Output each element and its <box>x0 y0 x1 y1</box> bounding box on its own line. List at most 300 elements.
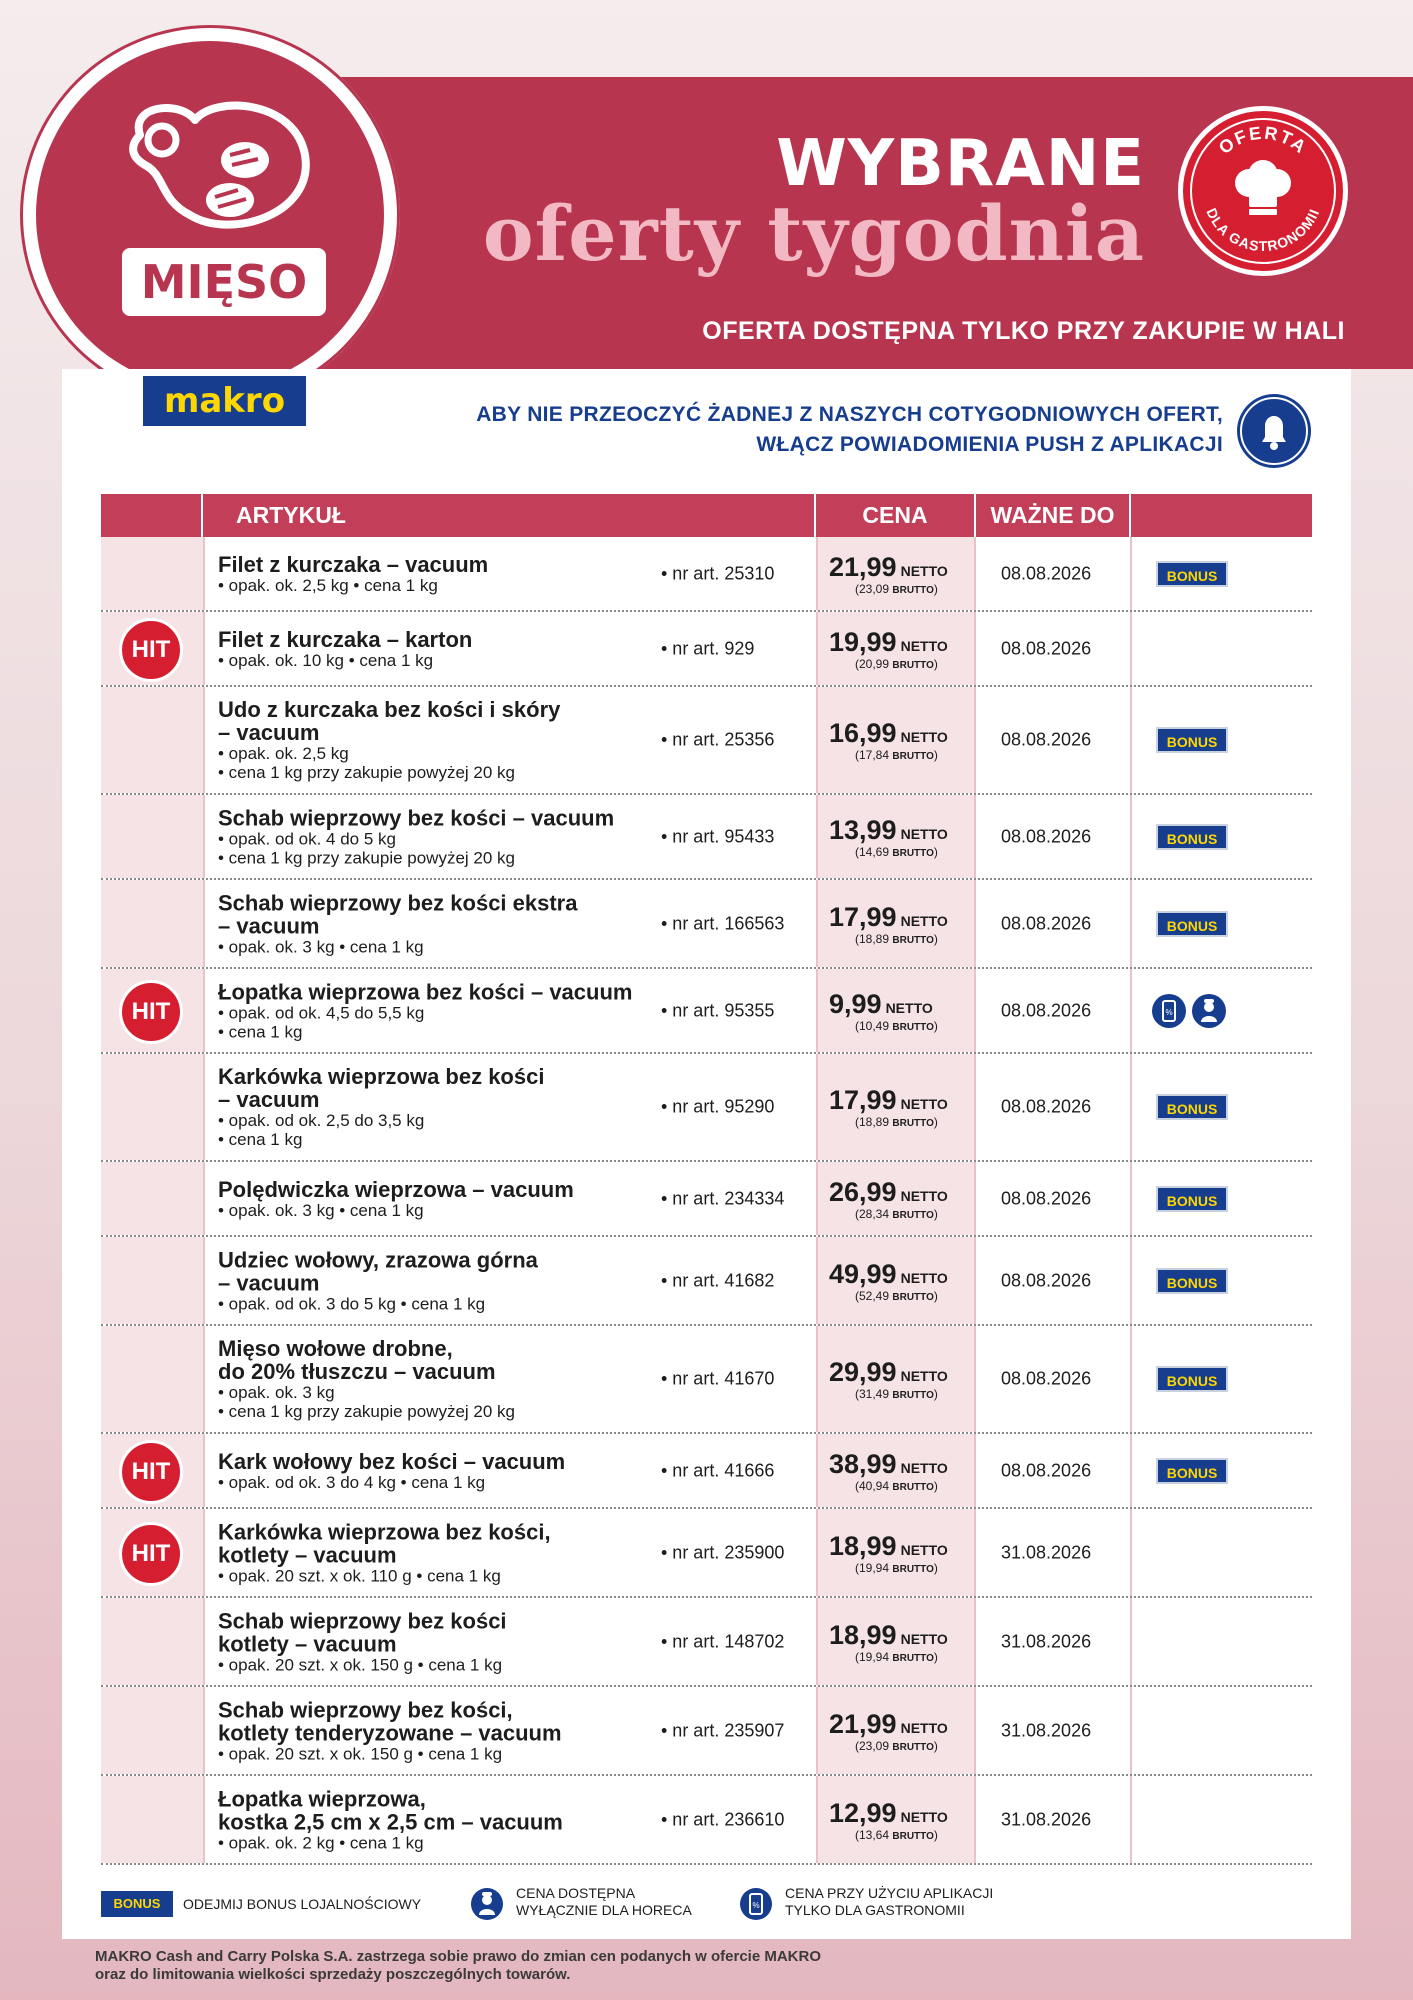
gross-price: (13,64 <box>855 1827 890 1842</box>
product-name: Karkówka wieprzowa bez kości <box>218 1064 545 1089</box>
hit-cell <box>101 1054 203 1160</box>
product-description: • opak. ok. 3 kg <box>218 1383 335 1402</box>
product-name: Polędwiczka wieprzowa – vacuum <box>218 1176 574 1202</box>
price-block <box>829 1259 969 1303</box>
column-divider <box>1130 612 1132 685</box>
gross-close-paren: ) <box>933 844 938 859</box>
gross-close-paren: ) <box>933 1649 938 1664</box>
net-price: 13,99 <box>829 814 897 845</box>
brutto-label: BRUTTO <box>892 1291 934 1303</box>
net-price: 29,99 <box>829 1357 897 1387</box>
bonus-badge: BONUS <box>1156 1094 1228 1120</box>
product-name: Schab wieprzowy bez kości <box>218 1608 507 1633</box>
product-info <box>218 1698 648 1763</box>
product-name: kotlety – vacuum <box>218 1542 397 1567</box>
column-divider <box>974 795 976 878</box>
gross-price: (23,09 <box>855 581 890 596</box>
valid-until: 08.08.2026 <box>1001 1270 1092 1290</box>
net-price: 12,99 <box>829 1797 897 1828</box>
product-description: • opak. od ok. 2,5 do 3,5 kg <box>218 1111 425 1130</box>
netto-label: NETTO <box>900 912 948 929</box>
column-divider <box>1130 1598 1132 1685</box>
net-price: 9,99 <box>829 988 882 1019</box>
table-row <box>101 969 1312 1054</box>
table-body <box>101 537 1312 1865</box>
hit-cell <box>101 1776 203 1863</box>
product-name: kotlety tenderyzowane – vacuum <box>218 1720 562 1745</box>
net-price: 18,99 <box>829 1619 897 1650</box>
gross-price: (19,94 <box>855 1649 890 1664</box>
column-divider <box>816 969 818 1052</box>
product-description: • opak. 20 szt. x ok. 110 g • cena 1 kg <box>218 1566 501 1585</box>
product-info <box>218 1450 648 1492</box>
gross-close-paren: ) <box>933 581 938 596</box>
bonus-badge: BONUS <box>1156 1366 1228 1392</box>
price-block <box>829 815 969 859</box>
valid-until: 08.08.2026 <box>1001 1000 1092 1020</box>
brutto-label: BRUTTO <box>892 1741 934 1753</box>
product-description: • cena 1 kg przy zakupie powyżej 20 kg <box>218 848 516 867</box>
brutto-label: BRUTTO <box>892 584 934 596</box>
column-divider <box>1130 1237 1132 1324</box>
gross-close-paren: ) <box>933 1288 938 1303</box>
hit-cell <box>101 880 203 967</box>
gross-close-paren: ) <box>933 1738 938 1753</box>
column-divider <box>1130 537 1132 610</box>
product-name: Mięso wołowe drobne, <box>218 1336 453 1361</box>
gross-price: (20,99 <box>855 656 890 671</box>
product-name: – vacuum <box>218 913 320 938</box>
bonus-badge: BONUS <box>1156 561 1228 587</box>
bonus-badge: BONUS <box>1156 1268 1228 1294</box>
hit-badge: HIT <box>119 980 183 1044</box>
gross-close-paren: ) <box>933 1018 938 1033</box>
product-description: • opak. ok. 3 kg • cena 1 kg <box>218 1200 424 1220</box>
header-valid: WAŻNE DO <box>976 494 1129 537</box>
gross-price-line <box>829 1115 969 1129</box>
product-name: Karkówka wieprzowa bez kości, <box>218 1519 551 1544</box>
column-divider <box>974 1054 976 1160</box>
column-divider <box>1130 1687 1132 1774</box>
price-block <box>829 552 969 596</box>
gross-close-paren: ) <box>933 1827 938 1842</box>
push-notice-line1: ABY NIE PRZEOCZYĆ ŻADNEJ Z NASZYCH COTYGODNIOWYCH OFERT, <box>476 403 1223 426</box>
header-cell-extra <box>1131 494 1312 537</box>
column-divider <box>203 1434 205 1507</box>
product-name: Udziec wołowy, zrazowa górna <box>218 1247 538 1272</box>
netto-label: NETTO <box>900 637 948 654</box>
gross-price-line <box>829 657 969 671</box>
column-divider <box>203 1509 205 1596</box>
gross-price-line <box>829 1289 969 1303</box>
net-price: 17,99 <box>829 901 897 932</box>
badge-top-text: OFERTA <box>1214 122 1312 159</box>
net-price: 18,99 <box>829 1530 897 1561</box>
valid-until: 31.08.2026 <box>1001 1631 1092 1651</box>
valid-until: 31.08.2026 <box>1001 1720 1092 1740</box>
gross-price-line <box>829 1479 969 1493</box>
column-divider <box>816 1509 818 1596</box>
column-divider <box>816 687 818 793</box>
hit-cell <box>101 537 203 610</box>
header-cell-hit <box>101 494 201 537</box>
netto-label: NETTO <box>885 999 933 1016</box>
net-price: 49,99 <box>829 1258 897 1289</box>
column-divider <box>816 612 818 685</box>
product-name: Schab wieprzowy bez kości ekstra <box>218 890 578 915</box>
price-block <box>829 1449 969 1493</box>
hit-cell <box>101 1162 203 1235</box>
netto-label: NETTO <box>900 562 948 579</box>
table-row <box>101 795 1312 880</box>
column-divider <box>974 1509 976 1596</box>
table-row <box>101 1054 1312 1162</box>
product-info <box>218 553 648 595</box>
column-divider <box>974 612 976 685</box>
app-phone-icon <box>739 1887 773 1921</box>
hit-cell <box>101 1326 203 1432</box>
hit-badge: HIT <box>119 1440 183 1504</box>
brutto-label: BRUTTO <box>892 1118 934 1129</box>
net-price-line <box>829 1449 969 1480</box>
brutto-label: BRUTTO <box>892 1481 934 1493</box>
table-row <box>101 687 1312 795</box>
column-divider <box>974 1598 976 1685</box>
column-divider <box>1130 880 1132 967</box>
column-divider <box>974 1162 976 1235</box>
svg-text:%: % <box>1165 1007 1173 1017</box>
product-description: • opak. od ok. 4,5 do 5,5 kg <box>218 1003 425 1022</box>
brutto-label: BRUTTO <box>892 1021 934 1033</box>
article-number: • nr art. 95433 <box>661 826 775 846</box>
product-description: • opak. 20 szt. x ok. 150 g • cena 1 kg <box>218 1655 503 1674</box>
footer-line2: oraz do limitowania wielkości sprzedaży poszczególnych towarów. <box>95 1966 571 1983</box>
legend-bonus-badge: BONUS <box>101 1891 173 1917</box>
gross-close-paren: ) <box>933 1560 938 1575</box>
legend-app-line2: TYLKO DLA GASTRONOMII <box>785 1902 965 1918</box>
brutto-label: BRUTTO <box>892 1830 934 1842</box>
gross-price-line <box>829 1019 969 1033</box>
price-table <box>101 494 1312 1865</box>
gross-close-paren: ) <box>933 1206 938 1221</box>
column-divider <box>1130 1054 1132 1160</box>
column-divider <box>203 1326 205 1432</box>
hit-cell <box>101 795 203 878</box>
table-row <box>101 1237 1312 1326</box>
net-price-line <box>829 815 969 846</box>
table-row <box>101 1326 1312 1434</box>
legend-app-line1: CENA PRZY UŻYCIU APLIKACJI <box>785 1885 994 1901</box>
article-number: • nr art. 235907 <box>661 1720 785 1740</box>
price-block <box>829 718 969 762</box>
bonus-badge: BONUS <box>1156 1186 1228 1212</box>
net-price: 21,99 <box>829 1708 897 1739</box>
column-divider <box>974 537 976 610</box>
column-divider <box>203 1054 205 1160</box>
net-price-line <box>829 718 969 749</box>
brutto-label: BRUTTO <box>892 847 934 859</box>
column-divider <box>816 1598 818 1685</box>
net-price: 26,99 <box>829 1176 897 1207</box>
product-info <box>218 1065 648 1149</box>
product-description: • cena 1 kg <box>218 1130 303 1149</box>
brutto-label: BRUTTO <box>892 751 934 762</box>
gross-price-line <box>829 1650 969 1664</box>
table-row <box>101 1162 1312 1237</box>
product-name: kotlety – vacuum <box>218 1631 397 1656</box>
table-header <box>101 494 1312 537</box>
column-divider <box>203 1162 205 1235</box>
column-divider <box>203 687 205 793</box>
gross-close-paren: ) <box>933 656 938 671</box>
hit-cell <box>101 687 203 793</box>
product-name: Kark wołowy bez kości – vacuum <box>218 1448 566 1474</box>
bonus-badge: BONUS <box>1156 911 1228 937</box>
netto-label: NETTO <box>900 1630 948 1647</box>
product-name: kostka 2,5 cm x 2,5 cm – vacuum <box>218 1809 563 1834</box>
gross-price: (28,34 <box>855 1206 890 1221</box>
article-number: • nr art. 235900 <box>661 1542 785 1562</box>
app-phone-icon <box>1152 994 1186 1028</box>
bell-icon <box>1237 394 1311 468</box>
footer-line1: MAKRO Cash and Carry Polska S.A. zastrzega sobie prawo do zmian cen podanych w ofercie MAKRO <box>95 1948 821 1965</box>
price-block <box>829 627 969 671</box>
column-divider <box>816 1237 818 1324</box>
column-divider <box>1130 795 1132 878</box>
title-oferty-tygodnia: oferty tygodnia <box>482 189 1145 278</box>
product-info <box>218 1609 648 1674</box>
gross-price: (14,69 <box>855 844 890 859</box>
gross-close-paren: ) <box>933 748 938 762</box>
horeca-chef-icon <box>470 1887 504 1921</box>
price-block <box>829 1620 969 1664</box>
price-block <box>829 1709 969 1753</box>
net-price-line <box>829 1531 969 1562</box>
column-divider <box>203 795 205 878</box>
gross-price-line <box>829 1561 969 1575</box>
product-description: • cena 1 kg przy zakupie powyżej 20 kg <box>218 763 516 782</box>
legend-bonus-text: ODEJMIJ BONUS LOJALNOŚCIOWY <box>183 1896 422 1912</box>
product-description: • opak. ok. 3 kg • cena 1 kg <box>218 937 424 956</box>
column-divider <box>816 1687 818 1774</box>
table-row <box>101 1434 1312 1509</box>
net-price-line <box>829 552 969 583</box>
netto-label: NETTO <box>900 1269 948 1286</box>
net-price-line <box>829 902 969 933</box>
price-block <box>829 1085 969 1129</box>
product-name: Łopatka wieprzowa bez kości – vacuum <box>218 979 633 1004</box>
table-row <box>101 1776 1312 1865</box>
netto-label: NETTO <box>900 1459 948 1476</box>
bonus-badge: BONUS <box>1156 1458 1228 1484</box>
product-info <box>218 1178 648 1220</box>
column-divider <box>203 537 205 610</box>
bonus-badge: BONUS <box>1156 727 1228 753</box>
offer-icons <box>1152 994 1232 1028</box>
column-divider <box>974 880 976 967</box>
gross-price: (18,89 <box>855 1115 890 1129</box>
column-divider <box>1130 1162 1132 1235</box>
hit-cell <box>101 1598 203 1685</box>
push-notice-line2: WŁĄCZ POWIADOMIENIA PUSH Z APLIKACJI <box>756 433 1223 456</box>
column-divider <box>203 969 205 1052</box>
table-row <box>101 1687 1312 1776</box>
gross-price-line <box>829 1387 969 1401</box>
valid-until: 08.08.2026 <box>1001 729 1092 750</box>
article-number: • nr art. 236610 <box>661 1809 785 1829</box>
table-row <box>101 880 1312 969</box>
product-info <box>218 980 648 1041</box>
article-number: • nr art. 25356 <box>661 729 775 750</box>
product-info <box>218 1520 648 1585</box>
gross-price-line <box>829 845 969 859</box>
price-block <box>829 1357 969 1401</box>
column-divider <box>974 687 976 793</box>
net-price: 38,99 <box>829 1448 897 1479</box>
netto-label: NETTO <box>900 825 948 842</box>
product-description: • cena 1 kg <box>218 1022 303 1041</box>
banner-subtitle: OFERTA DOSTĘPNA TYLKO PRZY ZAKUPIE W HALI <box>702 317 1345 345</box>
product-info <box>218 698 648 782</box>
horeca-chef-icon <box>1192 994 1226 1028</box>
price-block <box>829 902 969 946</box>
product-info <box>218 1337 648 1421</box>
article-number: • nr art. 41682 <box>661 1270 775 1290</box>
gross-price-line <box>829 1739 969 1753</box>
column-divider <box>1130 1509 1132 1596</box>
gross-price: (18,89 <box>855 931 890 946</box>
net-price: 17,99 <box>829 1085 897 1115</box>
valid-until: 08.08.2026 <box>1001 1460 1092 1480</box>
net-price: 19,99 <box>829 626 897 657</box>
column-divider <box>974 1687 976 1774</box>
gross-price: (10,49 <box>855 1018 890 1033</box>
netto-label: NETTO <box>900 1541 948 1558</box>
product-name: Łopatka wieprzowa, <box>218 1786 426 1811</box>
column-divider <box>816 1776 818 1863</box>
product-name: Filet z kurczaka – vacuum <box>218 551 489 577</box>
table-row <box>101 1509 1312 1598</box>
bonus-badge: BONUS <box>1156 824 1228 850</box>
column-divider <box>974 1434 976 1507</box>
valid-until: 08.08.2026 <box>1001 638 1092 658</box>
brutto-label: BRUTTO <box>892 1209 934 1221</box>
product-description: • opak. ok. 10 kg • cena 1 kg <box>218 650 434 670</box>
legend-horeca-line2: WYŁĄCZNIE DLA HORECA <box>516 1902 692 1918</box>
header-article: ARTYKUŁ <box>203 494 814 537</box>
brutto-label: BRUTTO <box>892 659 934 671</box>
column-divider <box>816 537 818 610</box>
legend-horeca-line1: CENA DOSTĘPNA <box>516 1885 636 1901</box>
gross-price-line <box>829 582 969 596</box>
product-name: Filet z kurczaka – karton <box>218 626 473 652</box>
article-number: • nr art. 41666 <box>661 1460 775 1480</box>
net-price-line <box>829 1177 969 1208</box>
product-description: • opak. ok. 2,5 kg <box>218 744 349 763</box>
article-number: • nr art. 929 <box>661 638 755 658</box>
gross-price-line <box>829 1828 969 1842</box>
product-name: – vacuum <box>218 720 320 745</box>
netto-label: NETTO <box>900 1187 948 1204</box>
footer-disclaimer <box>95 1948 821 1984</box>
table-row <box>101 537 1312 612</box>
column-divider <box>974 1776 976 1863</box>
valid-until: 08.08.2026 <box>1001 1188 1092 1208</box>
net-price-line <box>829 1620 969 1651</box>
product-name: Schab wieprzowy bez kości, <box>218 1697 513 1722</box>
product-description: • opak. ok. 2 kg • cena 1 kg <box>218 1833 424 1852</box>
product-info <box>218 1787 648 1852</box>
gastronomy-offer-badge <box>1178 106 1348 276</box>
svg-text:%: % <box>752 1901 760 1910</box>
gross-close-paren: ) <box>933 1115 938 1129</box>
net-price: 16,99 <box>829 718 897 748</box>
article-number: • nr art. 25310 <box>661 563 775 583</box>
brutto-label: BRUTTO <box>892 1652 934 1664</box>
column-divider <box>1130 969 1132 1052</box>
brutto-label: BRUTTO <box>892 1563 934 1575</box>
chef-hat-icon <box>1235 160 1291 215</box>
net-price: 21,99 <box>829 551 897 582</box>
column-divider <box>203 1598 205 1685</box>
gross-price: (17,84 <box>855 748 890 762</box>
header-price: CENA <box>816 494 974 537</box>
column-divider <box>203 880 205 967</box>
product-description: • opak. ok. 2,5 kg • cena 1 kg <box>218 575 438 595</box>
valid-until: 08.08.2026 <box>1001 826 1092 846</box>
gross-close-paren: ) <box>933 1387 938 1401</box>
product-description: • opak. od ok. 4 do 5 kg <box>218 829 396 848</box>
netto-label: NETTO <box>900 1096 948 1112</box>
column-divider <box>203 1687 205 1774</box>
column-divider <box>203 612 205 685</box>
product-name: Schab wieprzowy bez kości – vacuum <box>218 805 615 830</box>
brutto-label: BRUTTO <box>892 934 934 946</box>
net-price-line <box>829 627 969 658</box>
column-divider <box>1130 1326 1132 1432</box>
netto-label: NETTO <box>900 729 948 745</box>
column-divider <box>1130 1434 1132 1507</box>
valid-until: 08.08.2026 <box>1001 1096 1092 1117</box>
net-price-line <box>829 1709 969 1740</box>
gross-price: (40,94 <box>855 1478 890 1493</box>
valid-until: 08.08.2026 <box>1001 1368 1092 1389</box>
column-divider <box>816 795 818 878</box>
product-name: – vacuum <box>218 1087 320 1112</box>
product-info <box>218 1248 648 1313</box>
steak-icon <box>120 95 320 245</box>
column-divider <box>974 969 976 1052</box>
valid-until: 08.08.2026 <box>1001 563 1092 583</box>
product-name: do 20% tłuszczu – vacuum <box>218 1359 496 1384</box>
article-number: • nr art. 166563 <box>661 913 785 933</box>
price-block <box>829 989 969 1033</box>
price-block <box>829 1531 969 1575</box>
column-divider <box>816 1162 818 1235</box>
column-divider <box>816 880 818 967</box>
gross-price: (52,49 <box>855 1288 890 1303</box>
gross-price: (19,94 <box>855 1560 890 1575</box>
makro-logo: makro <box>143 376 306 426</box>
column-divider <box>1130 1776 1132 1863</box>
hit-badge: HIT <box>119 618 183 682</box>
column-divider <box>816 1326 818 1432</box>
badge-bottom-text: DLA GASTRONOMII <box>1203 205 1323 255</box>
table-row <box>101 1598 1312 1687</box>
hit-cell <box>101 1687 203 1774</box>
valid-until: 31.08.2026 <box>1001 1542 1092 1562</box>
product-info <box>218 628 648 670</box>
